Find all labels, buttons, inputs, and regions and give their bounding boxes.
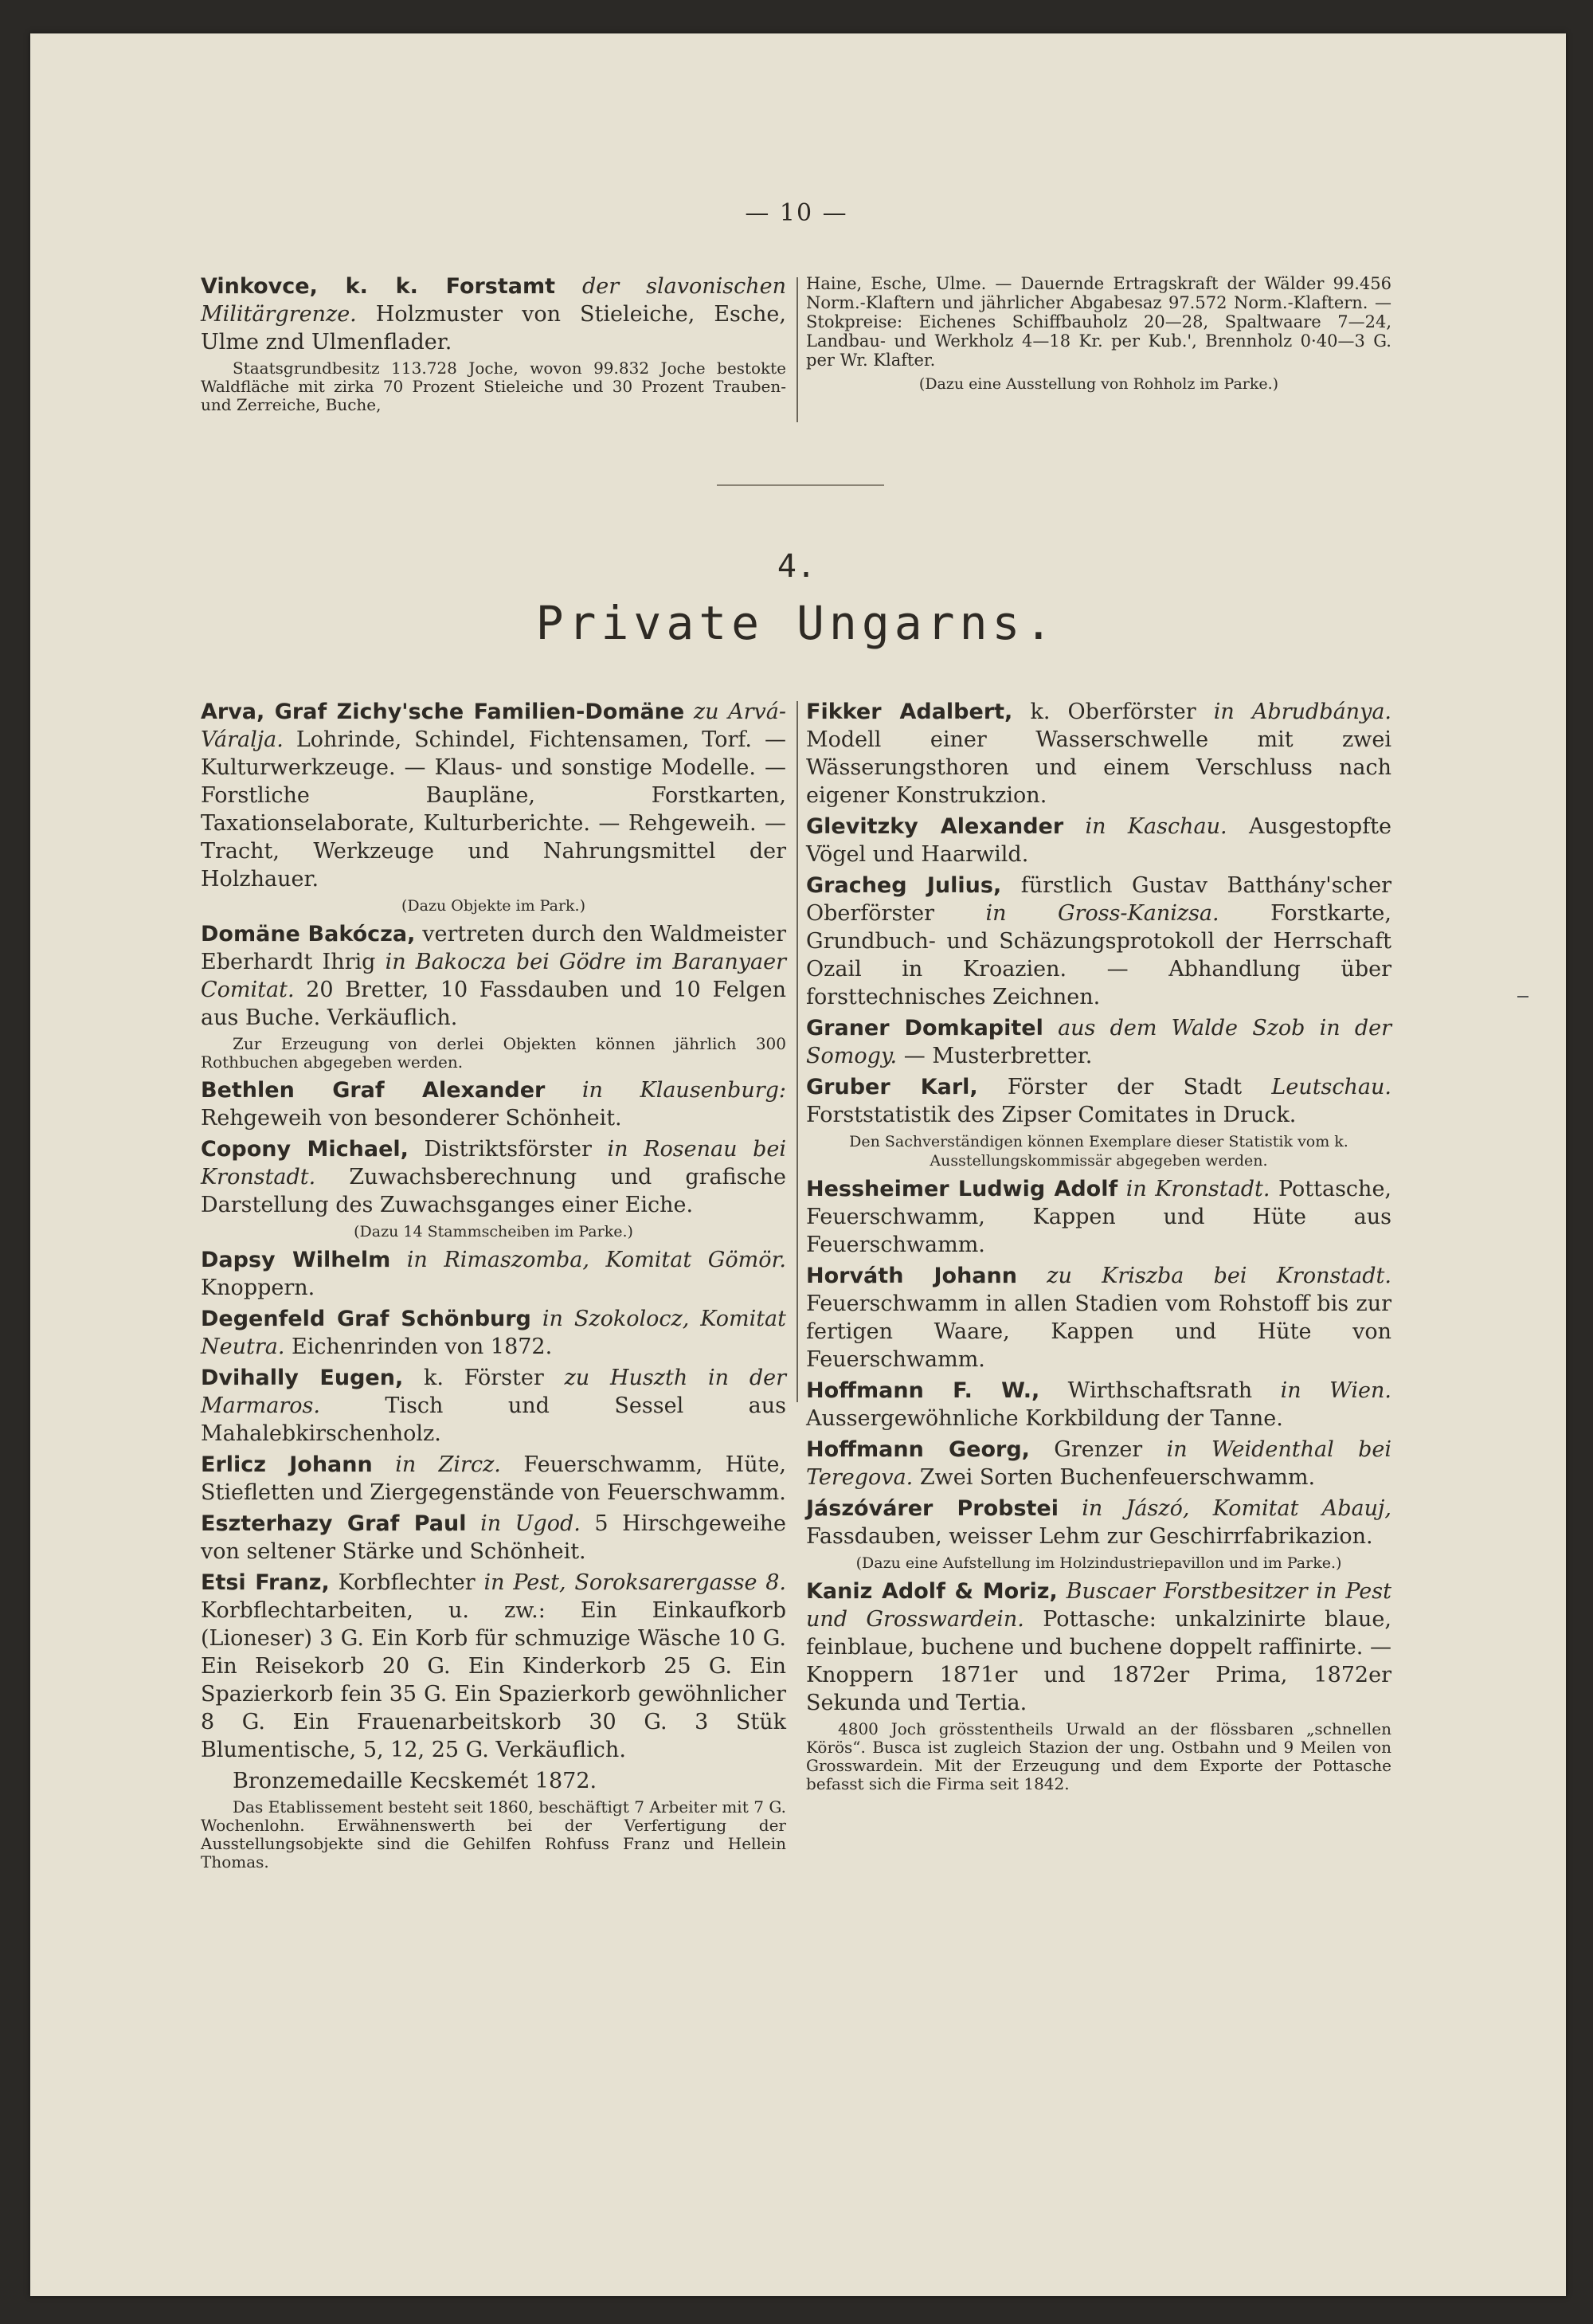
exhibitor-place: in Jászó, Komitat Abauj,: [1082, 1496, 1391, 1521]
entry-vinkovce: [201, 272, 786, 356]
margin-tick: [1517, 996, 1528, 997]
exhibitor-place: in Klausenburg:: [581, 1078, 787, 1103]
exhibitor-name: Hoffmann Georg,: [806, 1437, 1030, 1462]
exhibit-text: Ausgestopfte Vögel und Haarwild.: [806, 814, 1392, 867]
entry-hoffmann-georg: [806, 1436, 1391, 1491]
section-rule: [717, 484, 884, 486]
exhibit-text: Rehgeweih von besonderer Schönheit.: [201, 1106, 622, 1131]
exhibitor-place: in Gross-Kanizsa.: [985, 901, 1219, 926]
exhibit-note: (Dazu 14 Stammscheiben im Parke.): [354, 1223, 633, 1240]
entry-etsi: [201, 1569, 786, 1764]
exhibitor-place: zu Arvá-Váralja.: [201, 700, 786, 752]
exhibitor-place: in Weidenthal bei Teregova.: [806, 1437, 1391, 1490]
exhibit-text: Pottasche: unkalzinirte blaue, feinblaue, buchene und buchene doppelt raffinirte. — Knoppern 1871er und 1872er Prima, 1872er Sekunda und Tertia.: [806, 1607, 1391, 1715]
exhibitor-place: zu Kriszba bei Kronstadt.: [1047, 1264, 1391, 1288]
entry-arva: [201, 698, 786, 893]
entry-gruber: [806, 1073, 1391, 1129]
exhibit-small-print: Haine, Esche, Ulme. — Dauernde Ertragskraft der Wälder 99.456 Norm.-Klaftern und jährlicher Abgabesaz 97.572 Norm.-Klaftern. — Stokpreise: Eichenes Schiffbauholz 20—28, Spaltwaare 7—24, Landbau- und Werkholz 4—18 Kr. per Kub.', Brennholz 0·40—3 G. per Wr. Klafter.: [806, 274, 1391, 370]
exhibitor-place: zu Huszth in der Marmaros.: [201, 1366, 786, 1418]
exhibitor-place: in Szokolocz, Komitat Neutra.: [201, 1307, 786, 1359]
exhibit-text: 5 Hirschgeweihe von seltener Stärke und Schönheit.: [201, 1511, 786, 1564]
exhibitor-place: in Kronstadt.: [1125, 1177, 1270, 1201]
exhibitor-place: der slavonischen Militärgrenze.: [201, 274, 786, 327]
exhibit-text: Pottasche, Feuerschwamm, Kappen und Hüte aus Feuerschwamm.: [806, 1177, 1392, 1257]
exhibitor-place: aus dem Walde Szob in der Somogy.: [806, 1016, 1391, 1068]
entry-erlicz: [201, 1451, 786, 1507]
exhibit-text: Feuerschwamm, Hüte, Stiefletten und Ziergegenstände von Feuerschwamm.: [201, 1452, 787, 1505]
entry-gracheg: [806, 872, 1391, 1011]
exhibit-text: Knoppern.: [201, 1276, 315, 1300]
exhibitor-name: Hoffmann F. W.,: [806, 1378, 1040, 1403]
exhibit-text: Lohrinde, Schindel, Fichtensamen, Torf. — Kulturwerkzeuge. — Klaus- und sonstige Modelle. — Forstliche Baupläne, Forstkarten, Taxationselaborate, Kulturberichte. — Rehgeweih. — Tracht, Werkzeuge und Nahrungsmittel der Holzhauer.: [201, 727, 786, 892]
exhibitor-place: in Zircz.: [395, 1452, 501, 1477]
exhibit-small-print: Das Etablissement besteht seit 1860, beschäftigt 7 Arbeiter mit 7 G. Wochenlohn. Erwähnenswerth bei der Verfertigung der Ausstellungsobjekte sind die Gehilfen Rohfuss Franz und Hellein Thomas.: [201, 1797, 786, 1871]
section-title: Private Ungarns.: [535, 596, 1058, 650]
entry-jaszovarer: [806, 1495, 1391, 1550]
exhibitor-name: Graner Domkapitel: [806, 1016, 1043, 1041]
exhibitor-role: Wirthschaftsrath: [1067, 1378, 1253, 1403]
exhibitor-role: k. Oberförster: [1030, 700, 1196, 724]
entry-bakocza: [201, 920, 786, 1032]
entry-graner: [806, 1014, 1391, 1070]
entry-dvihally: [201, 1364, 786, 1448]
entry-degenfeld: [201, 1305, 786, 1361]
exhibit-note: Den Sachverständigen können Exemplare dieser Statistik vom k. Ausstellungskommissär abgegeben werden.: [849, 1133, 1348, 1170]
exhibitor-name: Gruber Karl,: [806, 1075, 978, 1099]
entry-fikker: [806, 698, 1391, 809]
exhibit-medal: Bronzemedaille Kecskemét 1872.: [233, 1769, 597, 1793]
exhibit-text: Aussergewöhnliche Korkbildung der Tanne.: [806, 1406, 1283, 1431]
exhibitor-role: k. Förster: [424, 1366, 544, 1390]
exhibit-note: (Dazu Objekte im Park.): [401, 897, 585, 915]
exhibit-small-print: 4800 Joch grösstentheils Urwald an der flössbaren „schnellen Körös“. Busca ist zugleich Stazion der ung. Ostbahn und 9 Meilen von Grosswardein. Mit der Erzeugung und dem Exporte der Pottasche befasst sich die Firma seit 1842.: [806, 1719, 1391, 1793]
entry-copony: [201, 1135, 786, 1219]
exhibit-text: Forststatistik des Zipser Comitates in Druck.: [806, 1103, 1297, 1127]
exhibit-text: — Musterbretter.: [903, 1044, 1093, 1068]
right-column: [806, 698, 1391, 1798]
exhibitor-place: in Rimaszomba, Komitat Gömör.: [406, 1248, 786, 1272]
left-column: [201, 698, 786, 1876]
exhibit-text: Tisch und Sessel aus Mahalebkirschenholz.: [201, 1393, 786, 1446]
exhibitor-name: Erlicz Johann: [201, 1452, 373, 1477]
exhibitor-place: in Ugod.: [480, 1511, 581, 1536]
exhibitor-name: Horváth Johann: [806, 1264, 1017, 1288]
section-number: 4.: [777, 548, 816, 585]
exhibitor-name: Bethlen Graf Alexander: [201, 1078, 546, 1103]
exhibitor-name: Arva, Graf Zichy'sche Familien-Domäne: [201, 700, 685, 724]
exhibitor-name: Copony Michael,: [201, 1137, 409, 1162]
exhibit-text: Fassdauben, weisser Lehm zur Geschirrfabrikazion.: [806, 1524, 1373, 1549]
entry-dapsy: [201, 1246, 786, 1302]
exhibit-note: (Dazu eine Aufstellung im Holzindustriepavillon und im Parke.): [855, 1554, 1342, 1572]
exhibitor-place: Buscaer Forstbesitzer in Pest und Grosswardein.: [806, 1579, 1391, 1632]
exhibit-text: 20 Bretter, 10 Fassdauben und 10 Felgen aus Buche. Verkäuflich.: [201, 978, 786, 1030]
exhibitor-name: Hessheimer Ludwig Adolf: [806, 1177, 1118, 1201]
exhibitor-place: in Wien.: [1280, 1378, 1391, 1403]
column-divider-top: [796, 277, 798, 422]
entry-hessheimer: [806, 1175, 1391, 1259]
entry-hoffmann-fw: [806, 1377, 1391, 1432]
exhibit-small-print: Staatsgrundbesitz 113.728 Joche, wovon 99.832 Joche bestokte Waldfläche mit zirka 70 Prozent Stieleiche und 30 Prozent Trauben- und Zerreiche, Buche,: [201, 359, 786, 414]
exhibitor-name: Degenfeld Graf Schönburg: [201, 1307, 531, 1331]
exhibitor-role: Grenzer: [1054, 1437, 1143, 1462]
exhibitor-role: vertreten durch den Waldmeister Eberhardt Ihrig: [201, 922, 786, 974]
exhibit-text: Korbflechtarbeiten, u. zw.: Ein Einkaufkorb (Lioneser) 3 G. Ein Korb für schmuzige Wäsche 10 G. Ein Reisekorb 20 G. Ein Kinderkorb 25 G. Ein Spazierkorb fein 35 G. Ein Spazierkorb gewöhnlicher 8 G. Ein Frauenarbeitskorb 30 G. 3 Stük Blumentische, 5, 12, 25 G. Verkäuflich.: [201, 1598, 786, 1762]
exhibitor-place: in Rosenau bei Kronstadt.: [201, 1137, 786, 1189]
exhibitor-place: Leutschau.: [1271, 1075, 1391, 1099]
exhibitor-name: Fikker Adalbert,: [806, 700, 1013, 724]
exhibit-note: (Dazu eine Ausstellung von Rohholz im Parke.): [918, 375, 1279, 393]
exhibitor-role: Distriktsförster: [424, 1137, 592, 1162]
exhibit-small-print: Zur Erzeugung von derlei Objekten können jährlich 300 Rothbuchen abgegeben werden.: [201, 1034, 786, 1072]
page-number: — 10 —: [745, 199, 848, 227]
exhibitor-place: in Abrudbánya.: [1213, 700, 1392, 724]
exhibitor-name: Gracheg Julius,: [806, 873, 1002, 898]
entry-kaniz: [806, 1577, 1391, 1717]
exhibitor-name: Kaniz Adolf & Moriz,: [806, 1579, 1058, 1604]
exhibit-text: Holzmuster von Stieleiche, Esche, Ulme znd Ulmenflader.: [201, 302, 786, 355]
exhibitor-role: Korbflechter: [338, 1570, 476, 1595]
exhibitor-name: Eszterhazy Graf Paul: [201, 1511, 467, 1536]
exhibit-text: Feuerschwamm in allen Stadien vom Rohstoff bis zur fertigen Waare, Kappen und Hüte von Feuerschwamm.: [806, 1291, 1391, 1372]
exhibit-text: Forstkarte, Grundbuch- und Schäzungsprotokoll der Herrschaft Ozail in Kroazien. — Abhandlung über forsttechnisches Zeichnen.: [806, 901, 1391, 1009]
exhibit-text: Eichenrinden von 1872.: [292, 1334, 553, 1359]
exhibitor-place: in Kaschau.: [1085, 814, 1227, 839]
top-left-column: [201, 272, 786, 419]
exhibitor-name: Jászóvárer Probstei: [806, 1496, 1059, 1521]
exhibitor-place: in Bakocza bei Gödre im Baranyaer Comitat.: [201, 950, 786, 1002]
exhibitor-name: Dvihally Eugen,: [201, 1366, 404, 1390]
exhibitor-name: Etsi Franz,: [201, 1570, 330, 1595]
entry-bethlen: [201, 1076, 786, 1132]
exhibitor-name: Domäne Bakócza,: [201, 922, 416, 946]
exhibitor-place: in Pest, Soroksarergasse 8.: [483, 1570, 786, 1595]
entry-eszterhazy: [201, 1510, 786, 1566]
entry-horvath: [806, 1262, 1391, 1374]
column-divider: [796, 701, 798, 1402]
exhibitor-role: Förster der Stadt: [1007, 1075, 1243, 1099]
exhibitor-name: Vinkovce, k. k. Forstamt: [201, 274, 556, 299]
exhibit-text: Modell einer Wasserschwelle mit zwei Wässerungsthoren und einem Verschluss nach eigener Konstrukzion.: [806, 727, 1391, 808]
entry-glevitzky: [806, 813, 1391, 868]
exhibit-text: Zuwachsberechnung und grafische Darstellung des Zuwachsganges einer Eiche.: [201, 1165, 786, 1217]
top-right-column: [806, 272, 1391, 398]
exhibitor-name: Glevitzky Alexander: [806, 814, 1064, 839]
exhibitor-name: Dapsy Wilhelm: [201, 1248, 391, 1272]
exhibit-text: Zwei Sorten Buchenfeuerschwamm.: [919, 1465, 1316, 1490]
exhibitor-role: fürstlich Gustav Batthány'scher Oberförster: [806, 873, 1391, 926]
